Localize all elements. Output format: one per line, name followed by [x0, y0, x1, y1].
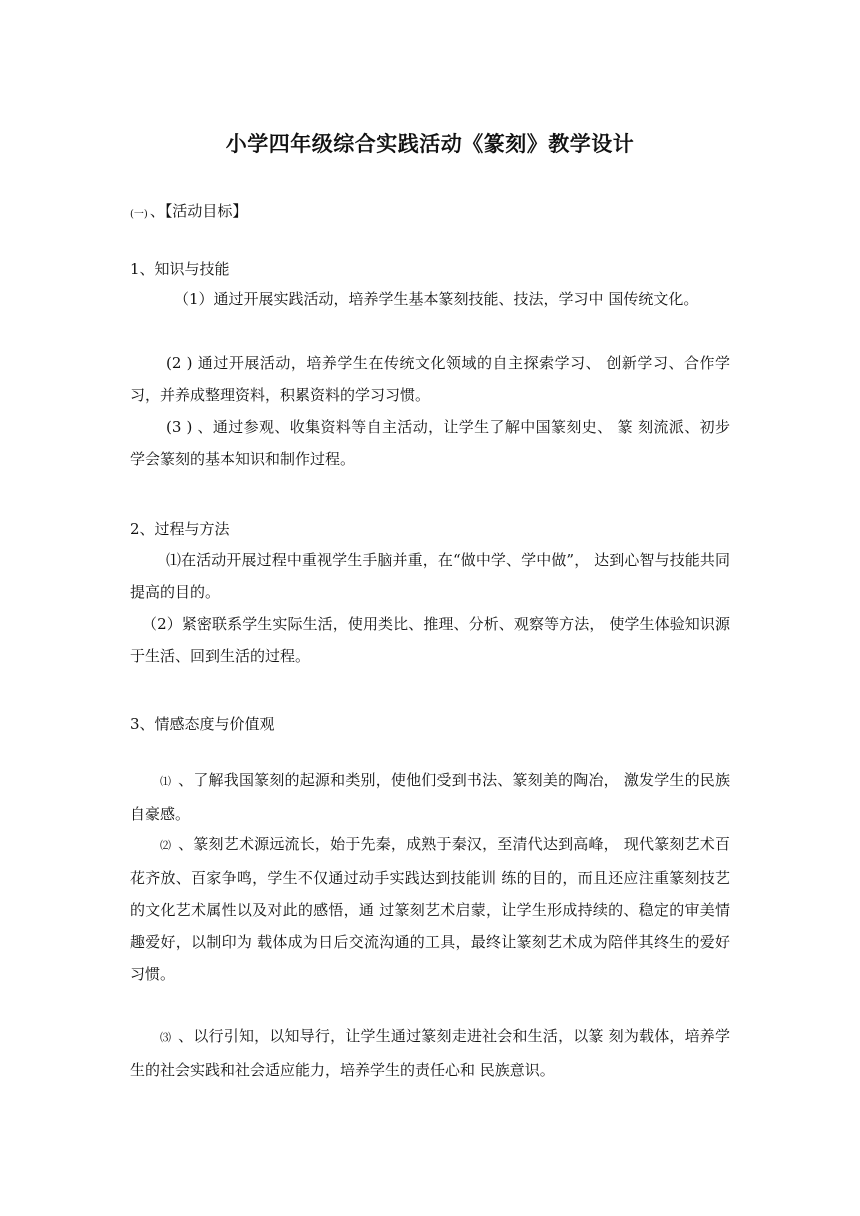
paragraph-attitude-2-text: 、篆刻艺术源远流长，始于先秦，成熟于秦汉，至清代达到高峰， 现代篆刻艺术百花齐放、百家争鸣，学生不仅通过动手实践达到技能训 练的目的，而且还应注重篆刻技艺的文化艺术属性以及对此的感悟，通 过篆刻艺术启蒙，让学生形成持续的、稳定的审美情趣爱好，以制印为 载体成为日后交流沟通的工具，最终让篆刻艺术成为陪伴其终生的爱好 习惯。: [130, 835, 731, 983]
paragraph-attitude-1: [130, 764, 730, 830]
item-marker-3: ⑶: [160, 1031, 172, 1044]
paragraph-attitude-3: [130, 1020, 730, 1086]
subheading-process-methods: 2、过程与方法: [130, 520, 230, 538]
paragraph-attitude-1-text: 、了解我国篆刻的起源和类别，使他们受到书法、篆刻美的陶冶， 激发学生的民族自豪感。: [130, 771, 731, 823]
item-marker-2: ⑵: [160, 839, 172, 852]
item-marker-1: ⑴: [160, 775, 172, 788]
subheading-knowledge-skills: 1、知识与技能: [130, 260, 230, 278]
section-heading-text: 、【活动目标】: [149, 202, 248, 220]
section-marker: (一): [130, 208, 148, 220]
paragraph-attitude-3-text: 、以行引知，以知导行，让学生通过篆刻走进社会和生活，以篆 刻为载体，培养学生的社会实践和社会适应能力，培养学生的责任心和 民族意识。: [130, 1027, 731, 1079]
paragraph-process-1: ⑴在活动开展过程中重视学生手脑并重，在“做中学、学中做”， 达到心智与技能共同提高的目的。: [130, 551, 730, 601]
paragraph-attitude-2: [130, 828, 730, 990]
paragraph-process-2: （2）紧密联系学生实际生活，使用类比、推理、分析、观察等方法， 使学生体验知识源于生活、回到生活的过程。: [130, 615, 730, 665]
paragraph-knowledge-3: (3 ) 、通过参观、收集资料等自主活动，让学生了解中国篆刻史、 篆 刻流派、初步学会篆刻的基本知识和制作过程。: [130, 418, 730, 468]
paragraph-knowledge-2: (2 ) 通过开展活动，培养学生在传统文化领域的自主探索学习、 创新学习、合作学习，并养成整理资料，积累资料的学习习惯。: [130, 354, 730, 404]
paragraph-knowledge-1: （1）通过开展实践活动，培养学生基本篆刻技能、技法，学习中 国传统文化。: [174, 290, 699, 308]
document-title: 小学四年级综合实践活动《篆刻》教学设计: [225, 132, 635, 156]
subheading-attitude-values: 3、情感态度与价值观: [130, 715, 275, 733]
section-heading-objectives: [130, 200, 247, 221]
